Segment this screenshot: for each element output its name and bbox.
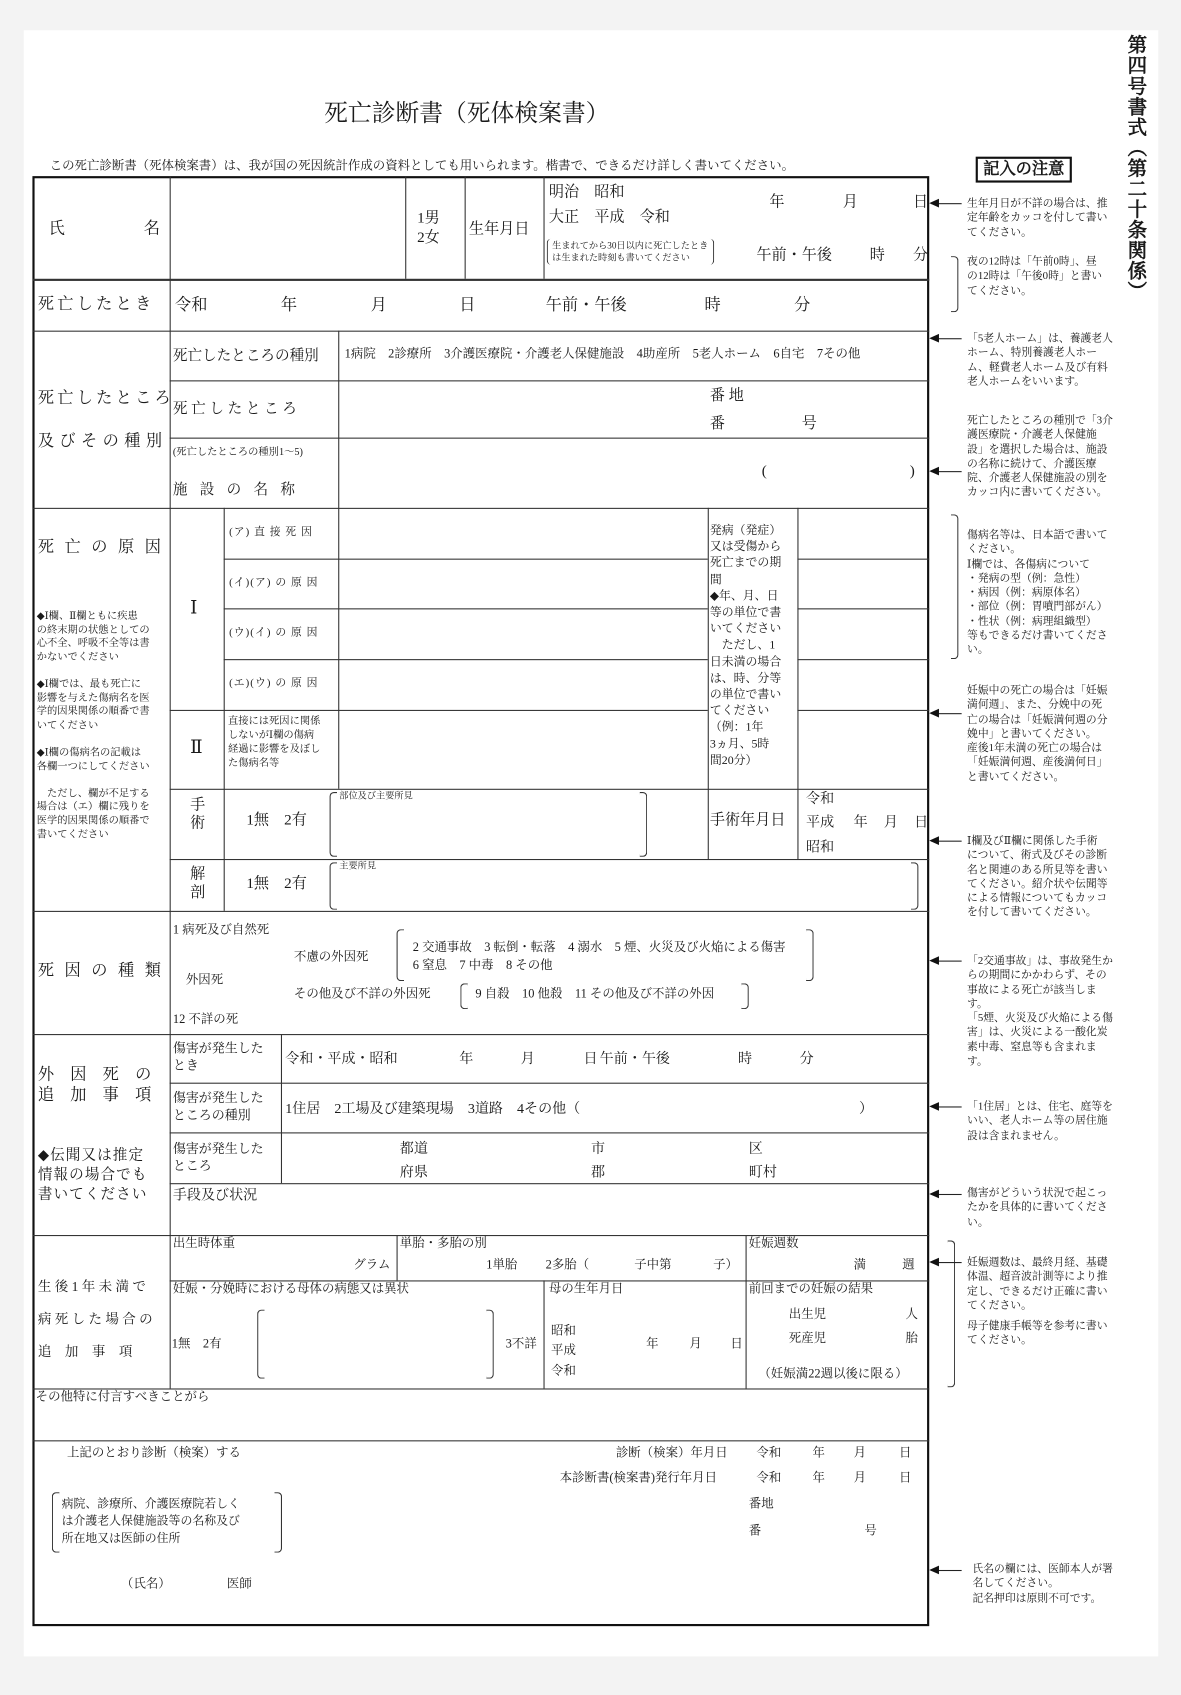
divider bbox=[708, 508, 709, 859]
city-2: 郡 bbox=[591, 1163, 606, 1180]
external-note: ◆伝聞又は推定 情報の場合でも 書いてください bbox=[37, 1146, 148, 1202]
autopsy-brace-right bbox=[911, 862, 919, 910]
mother-day-unit: 日 bbox=[730, 1337, 743, 1351]
infant-label: 生 後 1 年 未 満 で 病 死 し た 場 合 の 追 加 事 項 bbox=[37, 1279, 153, 1360]
issue-date-label: 本診断書(検案書)発行年月日 bbox=[559, 1471, 718, 1485]
maternal-bracket-right bbox=[486, 1310, 494, 1379]
divider bbox=[797, 608, 929, 609]
signature-go: 号 bbox=[864, 1524, 877, 1538]
divider bbox=[170, 438, 930, 439]
multiple-birth-option[interactable]: 2多胎（ bbox=[545, 1258, 590, 1272]
signature-banchi: 番地 bbox=[748, 1497, 774, 1511]
birth-month-unit: 月 bbox=[842, 194, 858, 211]
autopsy-label: 解 剖 bbox=[190, 866, 206, 902]
notes-header: 記入の注意 bbox=[976, 157, 1072, 183]
death-year-unit: 年 bbox=[280, 297, 298, 315]
issue-day-unit: 日 bbox=[898, 1471, 912, 1485]
divider bbox=[170, 1132, 930, 1133]
arrow-left-icon bbox=[931, 713, 961, 714]
cause-i-field[interactable] bbox=[341, 561, 704, 607]
note-brace bbox=[951, 514, 959, 659]
divider bbox=[170, 1235, 171, 1388]
doctor-label: 医師 bbox=[226, 1577, 252, 1591]
cause-2-field[interactable] bbox=[341, 712, 704, 788]
period-note: 発病（発症） 又は受傷から 死亡までの期 間 ◆年、月、日 等の単位で書 いてください ただし、1 日未満の場合 は、時、分等 の単位で書い てください （例：1年 3ヵ月、5時 間20分） bbox=[709, 524, 782, 767]
external-label-2: 追 加 事 項 bbox=[37, 1086, 152, 1105]
place-go: 号 bbox=[801, 415, 817, 433]
divider bbox=[170, 1280, 930, 1281]
injury-place-label: 傷害が発生した ところ bbox=[172, 1141, 264, 1174]
other-external-brace-right bbox=[741, 983, 749, 1009]
maternal-unknown[interactable]: 3不詳 bbox=[505, 1337, 537, 1351]
place-label: 死 亡 し た と こ ろ bbox=[172, 399, 297, 416]
death-place-label-2: 及びその種別 bbox=[37, 433, 168, 451]
injury-place-type-close: ） bbox=[858, 1099, 874, 1117]
maternal-options[interactable]: 1無 2有 bbox=[171, 1337, 222, 1351]
divider bbox=[170, 710, 708, 711]
birth-eras-1[interactable]: 明治 昭和 bbox=[548, 184, 625, 201]
other-external-brace-left bbox=[460, 983, 468, 1009]
child-close: 子） bbox=[713, 1258, 738, 1272]
previous-pregnancy-note: （妊娠満22週以後に限る） bbox=[758, 1367, 908, 1381]
issue-month-unit: 月 bbox=[853, 1471, 867, 1485]
arrow-left-icon bbox=[931, 1106, 961, 1107]
diagnosis-era: 令和 bbox=[756, 1446, 782, 1460]
divider bbox=[397, 1235, 398, 1280]
other-external-options[interactable]: 9 自殺 10 他殺 11 その他及び不詳の外因 bbox=[475, 987, 715, 1001]
cause-left-notes: ◆Ⅰ欄、Ⅱ欄ともに疾患 の終末期の状態としての 心不全、呼吸不全等は書 かないでください ◆Ⅰ欄では、最も死亡に 影響を与えた傷病名を医 学的因果関係の順番で書 いてください ◆Ⅰ欄の傷病名の記載は 各欄一つにしてください ただし、欄が不足する 場合は（エ）欄に残りを 医学的因果関係の順番で 書いてください bbox=[36, 611, 150, 841]
surgery-findings-label: 部位及び主要所見 bbox=[339, 789, 413, 801]
accidental-brace-left bbox=[397, 929, 405, 981]
injury-month-unit: 月 bbox=[520, 1050, 535, 1067]
place-ban: 番 bbox=[709, 415, 726, 433]
address-bracket-left bbox=[52, 1492, 60, 1553]
divider bbox=[224, 659, 708, 660]
divider bbox=[32, 1034, 929, 1035]
accidental-options-1[interactable]: 2 交通事故 3 転倒・転落 4 溺水 5 煙、火災及び火焔による傷害 bbox=[412, 941, 786, 955]
injury-year-unit: 年 bbox=[459, 1050, 474, 1067]
note-birth-date: 生年月日が不詳の場合は、推 定年齢をカッコを付して書い てください。 bbox=[967, 197, 1108, 239]
surgery-brace-right bbox=[640, 792, 648, 857]
note-traffic-accident: 「2交通事故」は、事故発生か らの期間にかかわらず、その 事故による死亡が該当しま す。 「5煙、火災及び火焔による傷 害」は、火災による一酸化炭 素中毒、窒息等も含まれま す。 bbox=[967, 955, 1113, 1068]
injury-minute-unit: 分 bbox=[799, 1050, 814, 1067]
mother-era-3[interactable]: 令和 bbox=[551, 1364, 576, 1378]
arrow-left-icon bbox=[931, 338, 961, 339]
place-banchi: 番 地 bbox=[709, 387, 744, 405]
divider bbox=[224, 508, 225, 911]
arrow-left-icon bbox=[931, 203, 961, 204]
birth-date-label: 生年月日 bbox=[468, 221, 530, 238]
address-bracket-right bbox=[274, 1492, 282, 1553]
injury-day-unit: 日 bbox=[583, 1050, 598, 1067]
cause-row-i-label: (イ)(ア) の 原 因 bbox=[229, 576, 319, 589]
name-label bbox=[49, 219, 164, 238]
fetuses-unit: 胎 bbox=[905, 1332, 918, 1346]
diagnosis-day-unit: 日 bbox=[898, 1446, 912, 1460]
signature-ban: 番 bbox=[748, 1524, 762, 1538]
cause-row-2-label: 直接には死因に関係 しないがⅠ欄の傷病 経過に影響を及ぼし た傷病名等 bbox=[227, 716, 321, 770]
sex-female-option[interactable]: 2女 bbox=[417, 230, 440, 247]
death-hour-unit: 時 bbox=[704, 297, 721, 315]
injury-ampm[interactable]: 午前・午後 bbox=[599, 1050, 670, 1067]
divider bbox=[543, 176, 544, 279]
divider bbox=[797, 508, 798, 859]
previous-pregnancy-label: 前回までの妊娠の結果 bbox=[748, 1282, 874, 1296]
birth-hour-unit: 時 bbox=[869, 247, 885, 264]
arrow-left-icon bbox=[931, 961, 961, 962]
cause-row-u-label: (ウ)(イ) の 原 因 bbox=[229, 626, 319, 639]
address-note: 病院、診療所、介護医療院若しく は介護老人保健施設等の名称及び 所在地又は医師の住所 bbox=[61, 1497, 240, 1546]
divider bbox=[170, 176, 171, 1235]
mother-era-2[interactable]: 平成 bbox=[551, 1344, 576, 1358]
cause-e-field[interactable] bbox=[341, 661, 704, 709]
divider bbox=[170, 859, 930, 860]
means-label: 手段及び状況 bbox=[172, 1186, 258, 1203]
mother-era-1[interactable]: 昭和 bbox=[551, 1324, 576, 1338]
autopsy-brace-left bbox=[330, 862, 338, 910]
cause-row-e-label: (エ)(ウ) の 原 因 bbox=[229, 677, 319, 690]
divider bbox=[797, 559, 929, 560]
note-surgery: Ⅰ欄及びⅡ欄に関係した手術 について、術式及びその診断 名と関連のある所見等を書い てください。紹介状や伝聞等 による情報についてもカッコ を付して書いてください。 bbox=[967, 835, 1108, 919]
birth-eras-2[interactable]: 大正 平成 令和 bbox=[548, 209, 670, 226]
divider bbox=[32, 911, 929, 912]
note-pregnancy: 妊娠中の死亡の場合は「妊娠 満何週」、また、分娩中の死 亡の場合は「妊娠満何週の分 娩中」と書いてください。 産後1年未満の死亡の場合は 「妊娠満何週、産後満何日」 と書いてください。 bbox=[967, 685, 1108, 784]
intro-text: この死亡診断書（死体検案書）は、我が国の死因統計作成の資料としても用いられます。楷書で、できるだけ詳しく書いてください。 bbox=[49, 159, 794, 173]
cause-type-other-external: その他及び不詳の外因死 bbox=[293, 987, 431, 1001]
arrow-left-icon bbox=[931, 1570, 961, 1571]
ward-2: 町村 bbox=[748, 1163, 777, 1180]
cause-type-external: 外因死 bbox=[185, 973, 224, 987]
arrow-left-icon bbox=[931, 841, 961, 842]
diagnosis-date-label: 診断（検案）年月日 bbox=[615, 1446, 728, 1460]
name-label-2: 名 bbox=[143, 220, 164, 238]
name-field[interactable] bbox=[173, 179, 403, 276]
persons-unit: 人 bbox=[905, 1308, 918, 1322]
autopsy-options[interactable]: 1無 2有 bbox=[246, 876, 307, 893]
diagnosis-month-unit: 月 bbox=[853, 1446, 867, 1460]
note-bracket bbox=[951, 256, 959, 312]
cause-label: 死 亡 の 原 因 bbox=[37, 539, 165, 557]
note-doctor-signature: 氏名の欄には、医師本人が署 名してください。 記名押印は原則不可です。 bbox=[972, 1563, 1113, 1605]
divider bbox=[32, 1388, 929, 1389]
divider bbox=[797, 710, 929, 711]
sex-male-option[interactable]: 1男 bbox=[417, 210, 440, 227]
death-month-unit: 月 bbox=[370, 297, 387, 315]
maternal-label: 妊娠・分娩時における母体の病態又は異状 bbox=[172, 1282, 409, 1296]
mother-birth-label: 母の生年月日 bbox=[548, 1282, 624, 1296]
note-maternal-handbook: 母子健康手帳等を参考に書い てください。 bbox=[967, 1320, 1108, 1347]
city-1: 市 bbox=[591, 1139, 606, 1157]
surgery-year-unit: 年 bbox=[853, 813, 868, 830]
divider bbox=[797, 659, 929, 660]
cause-a-field[interactable] bbox=[341, 510, 704, 558]
maternal-bracket-left bbox=[257, 1310, 265, 1379]
note-midnight: 夜の12時は「午前0時」、昼 の12時は「午後0時」と書い てください。 bbox=[967, 256, 1103, 297]
injury-eras[interactable]: 令和・平成・昭和 bbox=[285, 1050, 398, 1067]
note-injury-circumstances: 傷害がどういう状況で起こっ たかを具体的に書いてくださ い。 bbox=[967, 1187, 1108, 1229]
cause-u-field[interactable] bbox=[341, 610, 704, 658]
issue-era: 令和 bbox=[756, 1471, 782, 1485]
cause-row-a-label: (ア) 直 接 死 因 bbox=[229, 526, 313, 539]
facility-paren-close: ) bbox=[909, 463, 915, 480]
death-day-unit: 日 bbox=[459, 297, 476, 315]
newborn-note: 生まれてから30日以内に死亡したとき は生まれた時刻も書いてください bbox=[547, 239, 714, 265]
divider bbox=[543, 1280, 544, 1388]
single-birth-option[interactable]: 1単胎 bbox=[486, 1258, 518, 1272]
surgery-day-unit: 日 bbox=[914, 813, 929, 830]
child-of-label: 子中第 bbox=[634, 1258, 672, 1272]
cause-type-accidental: 不慮の外因死 bbox=[293, 950, 369, 964]
issue-year-unit: 年 bbox=[812, 1471, 825, 1485]
death-time-label: 死亡したとき bbox=[37, 296, 155, 314]
surgery-era-3[interactable]: 昭和 bbox=[806, 838, 835, 855]
injury-hour-unit: 時 bbox=[737, 1050, 753, 1067]
live-births-label: 出生児 bbox=[788, 1308, 827, 1322]
gram-unit: グラム bbox=[353, 1258, 391, 1272]
arrow-left-icon bbox=[931, 1262, 961, 1263]
ward-1: 区 bbox=[748, 1139, 763, 1157]
name-label-1: 氏 bbox=[48, 220, 69, 238]
birth-minute-unit: 分 bbox=[913, 247, 929, 264]
other-remarks-label: その他特に付言すべきことがら bbox=[35, 1390, 210, 1404]
note-facility: 死亡したところの種別で「3介 護医療院・介護老人保健施 設」を選択した場合は、施設 の名称に続けて、介護医療 院、介護老人保健施設の別を カッコ内に書いてください。 bbox=[967, 414, 1113, 499]
birth-day-unit: 日 bbox=[913, 194, 929, 211]
gestation-label: 妊娠週数 bbox=[748, 1237, 799, 1251]
divider bbox=[746, 1235, 747, 1388]
place-type-options[interactable]: 1病院 2診療所 3介護医療院・介護老人保健施設 4助産所 5老人ホーム 6自宅 7その他 bbox=[344, 347, 861, 361]
note-disease-names: 傷病名等は、日本語で書いて ください。 Ⅰ欄では、各傷病について ・発病の型（例：急性） ・病因（例：病原体名） ・部位（例：胃噴門部がん） ・性状（例：病理組織型） 等もできるだけ書いてくださ い。 bbox=[967, 529, 1108, 657]
surgery-label: 手 術 bbox=[190, 797, 206, 832]
injury-when-label: 傷害が発生した とき bbox=[172, 1040, 264, 1073]
divider bbox=[32, 508, 929, 509]
note-nursing-home: 「5老人ホーム」は、養護老人 ホーム、特別養護老人ホー ム、軽費老人ホーム及び有料 老人ホームをいいます。 bbox=[967, 332, 1113, 388]
cause-type-unknown[interactable]: 12 不詳の死 bbox=[172, 1013, 239, 1027]
place-type-label: 死亡したところの種別 bbox=[172, 346, 319, 364]
note-residence: 「1住居」とは、住宅、庭等を いい、老人ホーム等の居住施 設は含まれません。 bbox=[967, 1101, 1113, 1142]
cause-type-label: 死 因 の 種 類 bbox=[37, 962, 165, 981]
divider bbox=[32, 1235, 929, 1236]
divider bbox=[170, 1183, 930, 1184]
facility-note: (死亡したところの種別1～5) bbox=[172, 447, 303, 459]
death-ampm[interactable]: 午前・午後 bbox=[545, 297, 627, 315]
divider bbox=[224, 559, 708, 560]
facility-paren-open: ( bbox=[761, 463, 767, 480]
stillbirths-label: 死産児 bbox=[788, 1332, 827, 1346]
death-era: 令和 bbox=[175, 297, 208, 315]
surgery-date-label: 手術年月日 bbox=[709, 812, 786, 829]
page-title: 死亡診断書（死体検案書） bbox=[324, 99, 610, 127]
mother-year-unit: 年 bbox=[646, 1337, 659, 1351]
form-code: 第四号書式（第二十条関係） bbox=[1125, 34, 1148, 302]
divider bbox=[32, 1440, 929, 1441]
cause-type-natural[interactable]: 1 病死及び自然死 bbox=[172, 923, 270, 937]
divider bbox=[281, 1034, 282, 1183]
accidental-brace-right bbox=[806, 929, 814, 981]
pref-2: 府県 bbox=[399, 1163, 428, 1180]
surgery-options[interactable]: 1無 2有 bbox=[246, 812, 307, 829]
divider bbox=[170, 380, 930, 381]
birth-ampm[interactable]: 午前・午後 bbox=[756, 247, 832, 264]
facility-label: 施 設 の 名 称 bbox=[172, 480, 300, 498]
diagnosis-year-unit: 年 bbox=[812, 1446, 825, 1460]
gestation-full: 満 bbox=[853, 1258, 867, 1272]
divider bbox=[405, 176, 406, 279]
note-gestation: 妊娠週数は、最終月経、基礎 体温、超音波計測等により推 定し、できるだけ正確に書い てください。 bbox=[967, 1256, 1108, 1312]
birth-weight-label: 出生時体重 bbox=[172, 1237, 236, 1251]
multiple-birth-label: 単胎・多胎の別 bbox=[399, 1237, 487, 1251]
death-minute-unit: 分 bbox=[794, 297, 811, 315]
surgery-brace-left bbox=[330, 792, 338, 857]
diagnosis-statement: 上記のとおり診断（検案）する bbox=[66, 1446, 241, 1460]
injury-place-type-options[interactable]: 1住居 2工場及び建築現場 3道路 4その他（ bbox=[285, 1099, 581, 1117]
divider bbox=[32, 279, 929, 281]
arrow-left-icon bbox=[931, 1194, 961, 1195]
surgery-era-2[interactable]: 平成 bbox=[806, 813, 835, 830]
pref-1: 都道 bbox=[399, 1139, 428, 1157]
accidental-options-2[interactable]: 6 窒息 7 中毒 8 その他 bbox=[412, 959, 553, 973]
divider bbox=[224, 608, 708, 609]
surgery-month-unit: 月 bbox=[883, 813, 898, 830]
death-place-label-1: 死亡したところ bbox=[37, 390, 174, 408]
birth-year-unit: 年 bbox=[769, 194, 785, 211]
section-1-label: Ⅰ bbox=[190, 597, 198, 619]
autopsy-findings-label: 主要所見 bbox=[339, 860, 377, 871]
injury-place-type-label: 傷害が発生した ところの種別 bbox=[172, 1090, 264, 1123]
arrow-left-icon bbox=[931, 471, 961, 472]
external-label-1: 外 因 死 の bbox=[37, 1066, 152, 1084]
section-2-label: Ⅱ bbox=[190, 736, 203, 758]
surgery-era-1[interactable]: 令和 bbox=[806, 789, 835, 807]
gestation-weeks: 週 bbox=[902, 1258, 915, 1272]
doctor-name-label: （氏名） bbox=[121, 1577, 171, 1591]
divider bbox=[338, 331, 339, 789]
divider bbox=[32, 331, 929, 332]
mother-month-unit: 月 bbox=[689, 1337, 702, 1351]
divider bbox=[170, 1083, 930, 1084]
divider bbox=[465, 176, 466, 279]
